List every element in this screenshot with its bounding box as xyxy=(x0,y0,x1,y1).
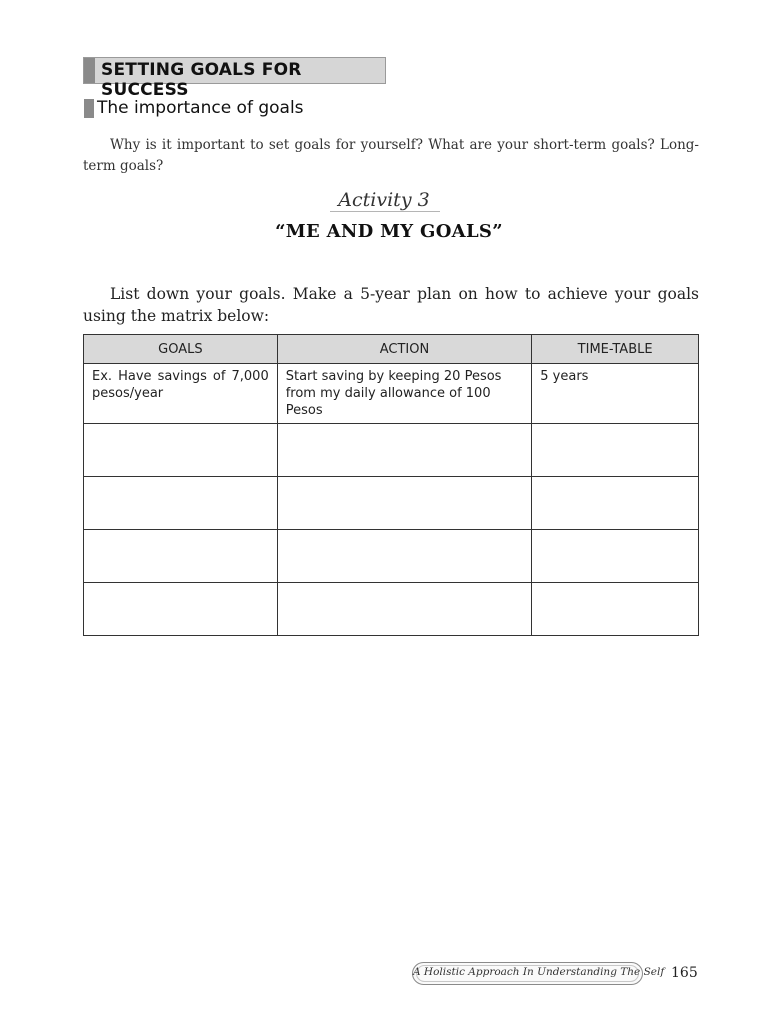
section-title: SETTING GOALS FOR SUCCESS xyxy=(101,60,302,100)
reflection-question: Why is it important to set goals for yourself? What are your short-term goals? Long-term goals? xyxy=(83,137,699,174)
table-row xyxy=(84,583,699,636)
table-row xyxy=(84,424,699,477)
subsection-title: The importance of goals xyxy=(97,98,304,118)
timetable-input-cell[interactable] xyxy=(532,424,699,477)
activity-label: Activity 3 xyxy=(338,189,430,211)
footer-book-title-banner xyxy=(412,962,665,985)
example-goal-cell: Ex. Have savings of 7,000 pesos/year xyxy=(84,364,278,424)
action-input-cell[interactable] xyxy=(277,583,532,636)
timetable-input-cell[interactable] xyxy=(532,530,699,583)
timetable-input-cell[interactable] xyxy=(532,583,699,636)
activity-instructions: List down your goals. Make a 5-year plan on how to achieve your goals using the matrix below: xyxy=(83,285,699,325)
header-time-table: TIME-TABLE xyxy=(532,335,699,364)
table-row xyxy=(84,477,699,530)
action-input-cell[interactable] xyxy=(277,424,532,477)
goal-input-cell[interactable] xyxy=(84,530,278,583)
footer-book-title: A Holistic Approach In Understanding The Self xyxy=(413,966,665,978)
example-row xyxy=(84,364,699,424)
table-row xyxy=(84,530,699,583)
header-action: ACTION xyxy=(277,335,532,364)
goal-input-cell[interactable] xyxy=(84,424,278,477)
header-goals: GOALS xyxy=(84,335,278,364)
activity-title: “ME AND MY GOALS” xyxy=(275,221,503,242)
example-timetable-cell: 5 years xyxy=(532,364,699,424)
goals-matrix xyxy=(83,334,699,636)
subsection-accent xyxy=(84,99,94,118)
page-number: 165 xyxy=(671,965,698,981)
goal-input-cell[interactable] xyxy=(84,477,278,530)
section-header-accent xyxy=(84,58,95,83)
section-header xyxy=(83,57,386,100)
example-action-cell: Start saving by keeping 20 Pesos from my daily allowance of 100 Pesos xyxy=(277,364,532,424)
timetable-input-cell[interactable] xyxy=(532,477,699,530)
goal-input-cell[interactable] xyxy=(84,583,278,636)
action-input-cell[interactable] xyxy=(277,477,532,530)
action-input-cell[interactable] xyxy=(277,530,532,583)
matrix-header-row xyxy=(84,335,699,364)
activity-label-underline xyxy=(330,211,440,212)
